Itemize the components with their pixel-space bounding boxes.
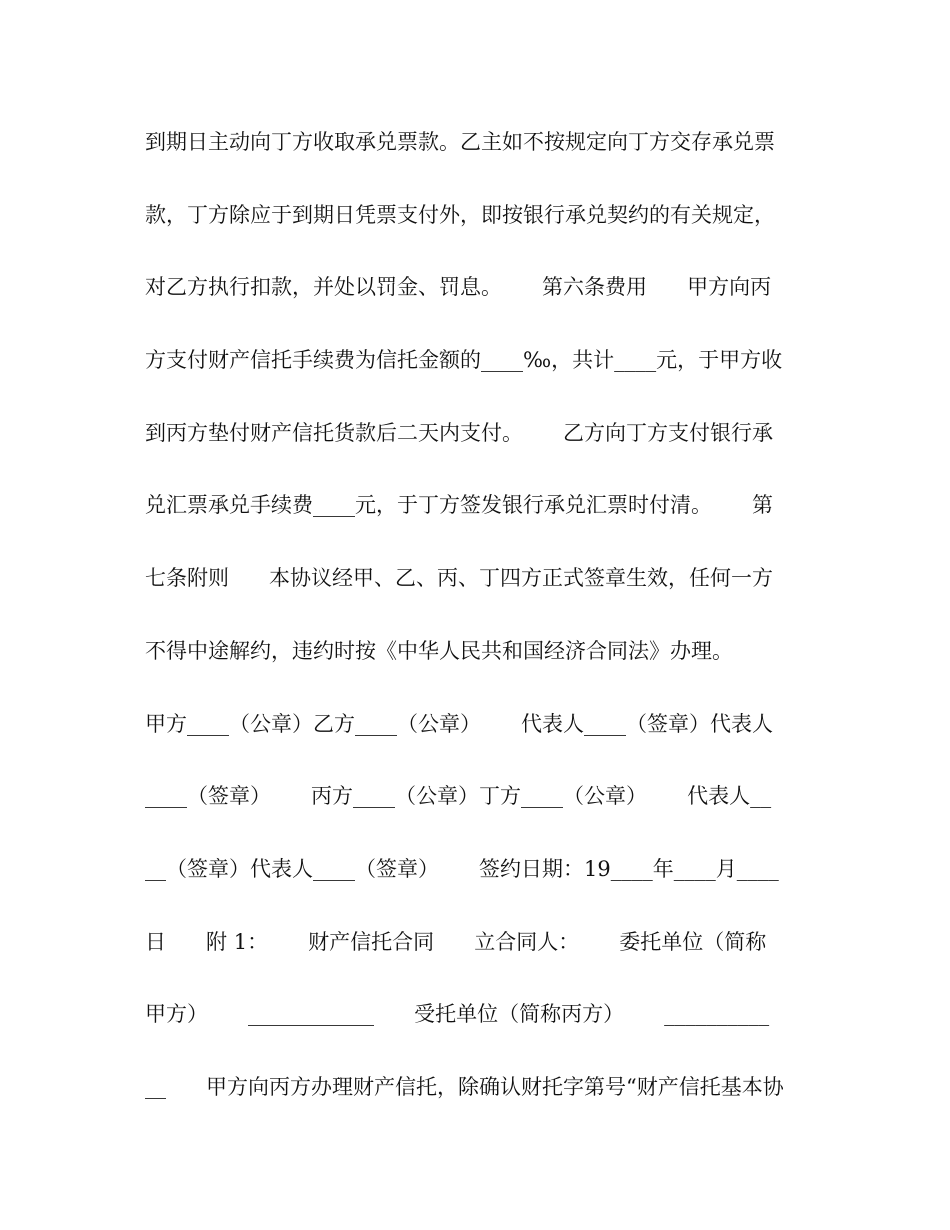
body-text-line: __（签章）代表人____（签章） 签约日期：19____年____月____ <box>145 857 779 881</box>
body-text-line: __ 甲方向丙方办理财产信托，除确认财托字第号“财产信托基本协 <box>145 1075 784 1099</box>
body-text-line: 甲方____（公章）乙方____（公章） 代表人____（签章）代表人 <box>145 712 774 736</box>
body-text-line: 甲方） ____________ 受托单位（简称丙方） __________ <box>145 1002 770 1026</box>
body-text-line: 七条附则 本协议经甲、乙、丙、丁四方正式签章生效，任何一方 <box>145 566 774 590</box>
body-text-line: ____（签章） 丙方____（公章）丁方____（公章） 代表人__ <box>145 784 772 808</box>
body-text-line: 兑汇票承兑手续费____元，于丁方签发银行承兑汇票时付清。 第 <box>145 493 774 517</box>
body-text-line: 对乙方执行扣款，并处以罚金、罚息。 第六条费用 甲方向丙 <box>145 275 772 299</box>
body-text-line: 到期日主动向丁方收取承兑票款。乙主如不按规定向丁方交存承兑票 <box>145 130 775 154</box>
body-text-line: 到丙方垫付财产信托货款后二天内支付。 乙方向丁方支付银行承 <box>145 421 774 445</box>
body-text-line: 方支付财产信托手续费为信托金额的____‰，共计____元，于甲方收 <box>145 348 783 372</box>
body-text-line: 款，丁方除应于到期日凭票支付外，即按银行承兑契约的有关规定， <box>145 203 775 227</box>
body-text-line: 日 附 1： 财产信托合同 立合同人： 委托单位（简称 <box>145 930 767 954</box>
body-text-line: 不得中途解约，违约时按《中华人民共和国经济合同法》办理。 <box>145 639 733 663</box>
